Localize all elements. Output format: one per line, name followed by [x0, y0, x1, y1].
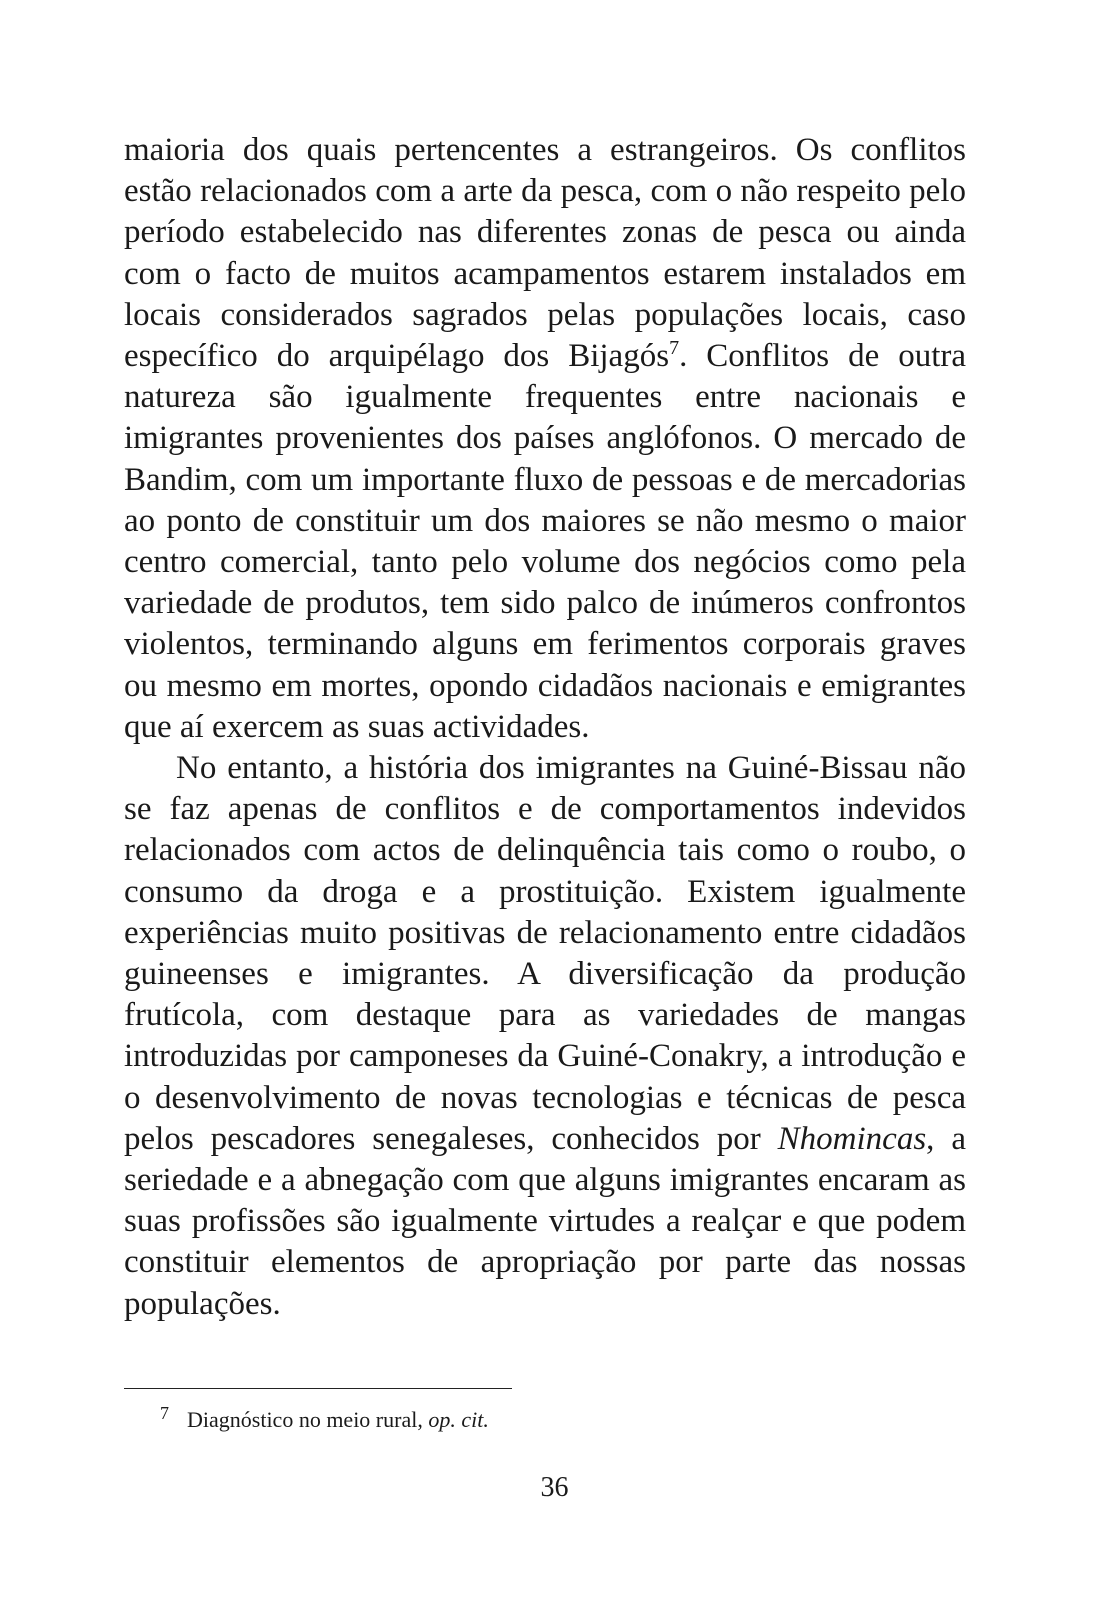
paragraph-1-part-a: maioria dos quais pertencentes a estrangeiros. Os conflitos estão relacionados com a arte da pesca, com o não respeito pelo período estabelecido nas diferentes zonas de pesca ou ainda com o facto de muitos acampamentos estarem instalados em locais considerados sagrados pelas populações locais, caso específico do arquipélago dos Bijagós	[124, 132, 966, 375]
footnote-italic: op. cit.	[428, 1407, 489, 1432]
footnote-divider	[124, 1388, 512, 1389]
footnote-number: 7	[160, 1403, 169, 1423]
paragraph-1-part-b: . Conflitos de outra natureza são igualmente frequentes entre nacionais e imigrantes provenientes dos países anglófonos. O mercado de Bandim, com um importante fluxo de pessoas e de mercadorias ao ponto de constituir um dos maiores se não mesmo o maior centro comercial, tanto pelo volume dos negócios como pela variedade de produtos, tem sido palco de inúmeros confrontos violentos, terminando alguns em ferimentos corporais graves ou mesmo em mortes, opondo cidadãos nacionais e emigrantes que aí exercem as suas actividades.	[124, 338, 966, 745]
paragraph-2-part-b: , a seriedade e a abnegação com que alguns imigrantes encaram as suas profissões são igualmente virtudes a realçar e que podem constituir elementos de apropriação por parte das nossas populações.	[124, 1120, 966, 1322]
footnote-text: Diagnóstico no meio rural,	[187, 1407, 429, 1432]
paragraph-2-italic-term: Nhomincas	[777, 1120, 927, 1157]
paragraph-2	[124, 748, 966, 1325]
footnote-reference: 7	[669, 337, 680, 360]
page-number: 36	[540, 1472, 569, 1503]
footnote	[160, 1398, 860, 1435]
paragraph-1	[124, 130, 966, 748]
paragraph-2-part-a: No entanto, a história dos imigrantes na Guiné-Bissau não se faz apenas de conflitos e de comportamentos indevidos relacionados com actos de delinquência tais como o roubo, o consumo da droga e a prostituição. Existem igualmente experiências muito positivas de relacionamento entre cidadãos guineenses e imigrantes. A diversificação da produção frutícola, com destaque para as variedades de mangas introduzidas por camponeses da Guiné-Conakry, a introdução e o desenvolvimento de novas tecnologias e técnicas de pesca pelos pescadores senegaleses, conhecidos por	[124, 750, 966, 1157]
body-text	[124, 130, 966, 1325]
